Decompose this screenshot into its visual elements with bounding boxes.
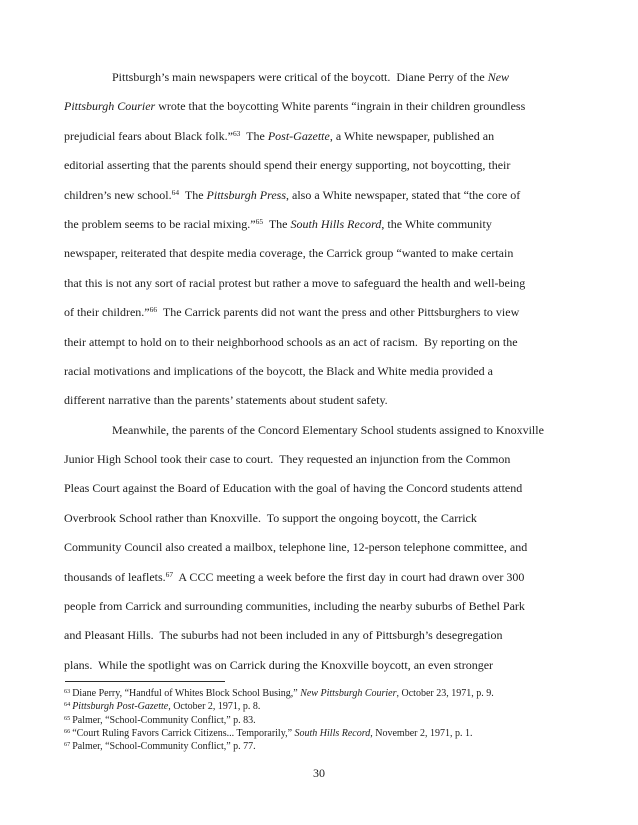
footnote-number: 64: [64, 701, 71, 709]
text-run: The: [240, 128, 268, 143]
text-run: editorial asserting that the parents should spend their energy supporting, not boycotting, their: [64, 158, 511, 173]
body-line: [64, 357, 574, 386]
text-run: thousands of leaflets.: [64, 569, 166, 584]
text-run: , the White community: [381, 216, 492, 231]
italic-text: Post-Gazette: [267, 128, 330, 143]
text-run: , October 2, 1971, p. 8.: [168, 701, 261, 713]
text-run: The: [263, 216, 291, 231]
text-run: Meanwhile, the parents of the Concord Elementary School students assigned to Knoxville: [112, 422, 544, 437]
text-run: Palmer, “School-Community Conflict,” p. 83.: [72, 714, 256, 726]
text-run: the problem seems to be racial mixing.”: [64, 216, 256, 231]
body-line: [64, 298, 574, 327]
text-run: Palmer, “School-Community Conflict,” p. 77.: [72, 741, 256, 753]
footnote: [64, 687, 604, 700]
body-text: [64, 63, 574, 680]
italic-text: New Pittsburgh Courier: [300, 688, 397, 699]
italic-text: Pittsburgh Post-Gazette: [72, 701, 169, 713]
italic-text: Pittsburgh Courier: [64, 99, 156, 114]
text-run: Pittsburgh’s main newspapers were critical of the boycott. Diane Perry of the: [112, 70, 488, 84]
text-run: children’s new school.: [64, 187, 172, 202]
body-line: [64, 592, 574, 621]
footnote-reference: 63: [232, 129, 241, 139]
text-run: prejudicial fears about Black folk.”: [64, 128, 233, 143]
footnote-separator: [65, 681, 225, 682]
text-run: “Court Ruling Favors Carrick Citizens... Temporarily,”: [72, 727, 295, 739]
text-run: , a White newspaper, published an: [329, 128, 495, 143]
body-line: [64, 269, 574, 298]
text-run: different narrative than the parents’ statements about student safety.: [64, 393, 388, 408]
footnote-reference: 65: [255, 217, 264, 227]
text-run: , October 23, 1971, p. 9.: [396, 688, 494, 699]
text-run: people from Carrick and surrounding communities, including the nearby suburbs of Bethel Park: [64, 599, 525, 614]
text-run: The Carrick parents did not want the press and other Pittsburghers to view: [157, 305, 520, 320]
italic-text: South Hills Record: [294, 727, 371, 739]
page-number: 30: [313, 766, 325, 780]
text-run: of their children.”: [64, 305, 150, 320]
text-run: plans. While the spotlight was on Carrick during the Knoxville boycott, an even stronger: [64, 657, 494, 672]
body-line: [64, 651, 574, 680]
text-run: Community Council also created a mailbox, telephone line, 12-person telephone committee, and: [64, 540, 528, 555]
footnote: [64, 700, 604, 713]
footnote-number: 63: [64, 687, 71, 695]
text-run: , November 2, 1971, p. 1.: [370, 727, 473, 739]
body-line: [64, 63, 574, 92]
body-line: [64, 239, 574, 268]
text-run: that this is not any sort of racial protest but rather a move to safeguard the health and well-being: [64, 275, 526, 290]
body-line: [64, 328, 574, 357]
text-run: racial motivations and implications of the boycott, the Black and White media provided a: [64, 363, 493, 378]
text-run: Pleas Court against the Board of Education with the goal of having the Concord students attend: [64, 481, 523, 496]
body-line: [64, 210, 574, 239]
body-line: [64, 151, 574, 180]
text-run: newspaper, reiterated that despite media coverage, the Carrick group “wanted to make certain: [64, 246, 514, 261]
footnote-reference: 66: [149, 305, 158, 315]
footnote-reference: 67: [165, 569, 174, 579]
body-line: [64, 122, 574, 151]
body-line: [64, 181, 574, 210]
body-line: [64, 416, 574, 445]
body-line: [64, 445, 574, 474]
body-line: [64, 474, 574, 503]
text-run: Overbrook School rather than Knoxville. To support the ongoing boycott, the Carrick: [64, 510, 477, 525]
text-run: A CCC meeting a week before the first day in court had drawn over 300: [173, 569, 525, 584]
text-run: Diane Perry, “Handful of Whites Block School Busing,”: [72, 688, 301, 699]
text-run: , also a White newspaper, stated that “the core of: [286, 187, 521, 202]
body-line: [64, 533, 574, 562]
text-run: The: [179, 187, 207, 202]
footnote: [64, 740, 604, 753]
footnote-number: 66: [64, 727, 71, 735]
body-line: [64, 504, 574, 533]
text-run: their attempt to hold on to their neighborhood schools as an act of racism. By reporting on the: [64, 334, 518, 349]
body-line: [64, 386, 574, 415]
italic-text: South Hills Record: [290, 216, 382, 231]
italic-text: Pittsburgh Press: [206, 187, 286, 202]
footnote: [64, 714, 604, 727]
body-line: [64, 92, 574, 121]
body-line: [64, 621, 574, 650]
text-run: and Pleasant Hills. The suburbs had not been included in any of Pittsburgh’s desegregation: [64, 628, 503, 643]
footnotes: [64, 687, 604, 753]
text-run: wrote that the boycotting White parents “ingrain in their children groundless: [155, 99, 526, 114]
footnote-reference: 64: [171, 187, 180, 197]
body-line: [64, 563, 574, 592]
footnote: [64, 727, 604, 740]
footnote-number: 67: [64, 741, 71, 749]
footnote-number: 65: [64, 714, 71, 722]
text-run: Junior High School took their case to court. They requested an injunction from the Common: [64, 452, 511, 467]
italic-text: New: [487, 70, 510, 84]
